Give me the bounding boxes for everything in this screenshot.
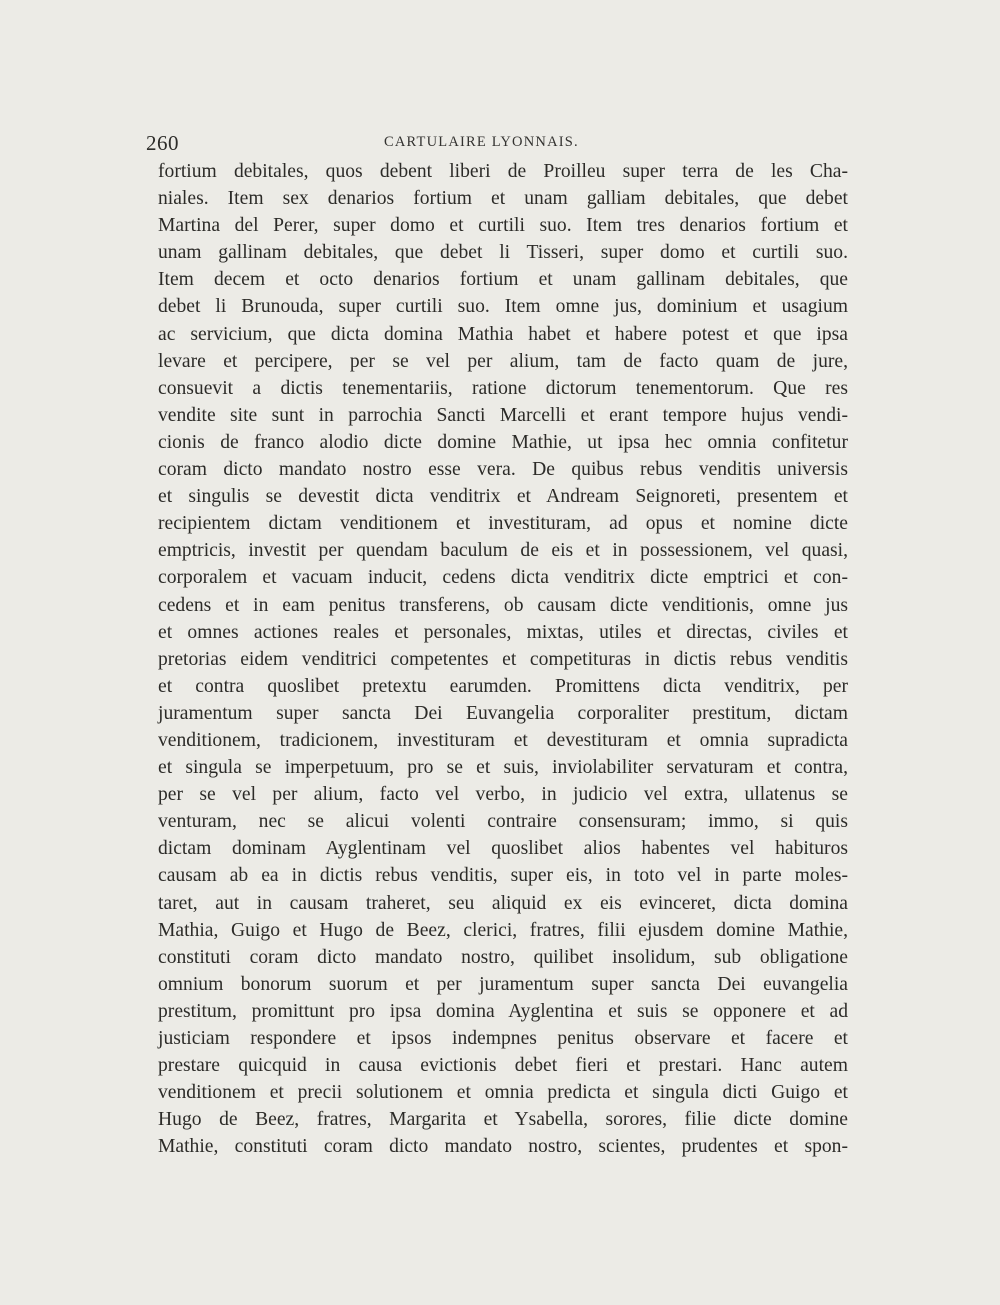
text-line: Mathia, Guigo et Hugo de Beez, clerici, fratres, filii ejusdem domine Mathie, (158, 919, 848, 941)
text-line: dictam dominam Ayglentinam vel quoslibet alios habentes vel habituros (158, 838, 848, 860)
text-line: justiciam respondere et ipsos indempnes penitus observare et facere et (158, 1028, 848, 1049)
text-line: corporalem et vacuam inducit, cedens dicta venditrix dicte emptrici et con- (158, 567, 848, 589)
text-line: ac servicium, que dicta domina Mathia habet et habere potest et que ipsa (158, 323, 848, 345)
text-line: constituti coram dicto mandato nostro, quilibet insolidum, sub obligatione (158, 946, 848, 968)
page-number: 260 (146, 131, 179, 155)
text-line: vendite site sunt in parrochia Sancti Marcelli et erant tempore hujus vendi- (158, 404, 848, 426)
running-title: CARTULAIRE LYONNAIS. (384, 134, 579, 150)
text-line: per se vel per alium, facto vel verbo, in judicio vel extra, ullatenus se (158, 784, 848, 806)
text-line: Mathie, constituti coram dicto mandato nostro, scientes, prudentes et spon- (158, 1136, 848, 1158)
text-line: et singula se imperpetuum, pro se et suis, inviolabiliter servaturam et contra, (158, 757, 848, 779)
text-line: Hugo de Beez, fratres, Margarita et Ysabella, sorores, filie dicte domine (158, 1109, 848, 1131)
text-line: venturam, nec se alicui volenti contraire consensuram; immo, si quis (158, 811, 848, 833)
body-text (158, 158, 848, 1160)
text-line: recipientem dictam venditionem et investituram, ad opus et nomine dicte (158, 513, 848, 535)
text-line: venditionem et precii solutionem et omnia predicta et singula dicti Guigo et (158, 1082, 848, 1104)
text-line: consuevit a dictis tenementariis, ratione dictorum tenementorum. Que res (158, 377, 848, 399)
text-line: juramentum super sancta Dei Euvangelia corporaliter prestitum, dictam (158, 702, 848, 724)
text-line: cionis de franco alodio dicte domine Mathie, ut ipsa hec omnia confitetur (158, 431, 848, 453)
text-line: et omnes actiones reales et personales, mixtas, utiles et directas, civiles et (158, 621, 848, 643)
text-line: prestare quicquid in causa evictionis debet fieri et prestari. Hanc autem (158, 1055, 848, 1077)
text-line: causam ab ea in dictis rebus venditis, super eis, in toto vel in parte moles- (158, 865, 848, 887)
page-header (146, 131, 836, 155)
text-line: coram dicto mandato nostro esse vera. De quibus rebus venditis universis (158, 459, 848, 481)
text-line: taret, aut in causam traheret, seu aliquid ex eis evinceret, dicta domina (158, 892, 848, 914)
text-line: et contra quoslibet pretextu earumden. Promittens dicta venditrix, per (158, 675, 848, 697)
text-line: debet li Brunouda, super curtili suo. Item omne jus, dominium et usagium (158, 296, 848, 318)
text-line: cedens et in eam penitus transferens, ob causam dicte venditionis, omne jus (158, 594, 848, 616)
text-line: unam gallinam debitales, que debet li Tisseri, super domo et curtili suo. (158, 242, 848, 264)
text-line: omnium bonorum suorum et per juramentum super sancta Dei euvangelia (158, 973, 848, 995)
text-line: levare et percipere, per se vel per alium, tam de facto quam de jure, (158, 350, 848, 372)
text-line: Item decem et octo denarios fortium et unam gallinam debitales, que (158, 269, 848, 291)
text-line: et singulis se devestit dicta venditrix et Andream Seignoreti, presentem et (158, 486, 848, 508)
text-line: Martina del Perer, super domo et curtili suo. Item tres denarios fortium et (158, 215, 848, 237)
text-line: fortium debitales, quos debent liberi de Proilleu super terra de les Cha- (158, 161, 848, 182)
text-line: venditionem, tradicionem, investituram et devestituram et omnia supradicta (158, 729, 848, 751)
text-line: niales. Item sex denarios fortium et unam galliam debitales, que debet (158, 188, 848, 210)
text-line: prestitum, promittunt pro ipsa domina Ayglentina et suis se opponere et ad (158, 1000, 848, 1022)
text-line: emptricis, investit per quendam baculum de eis et in possessionem, vel quasi, (158, 540, 848, 562)
text-line: pretorias eidem venditrici competentes et competituras in dictis rebus venditis (158, 648, 848, 670)
